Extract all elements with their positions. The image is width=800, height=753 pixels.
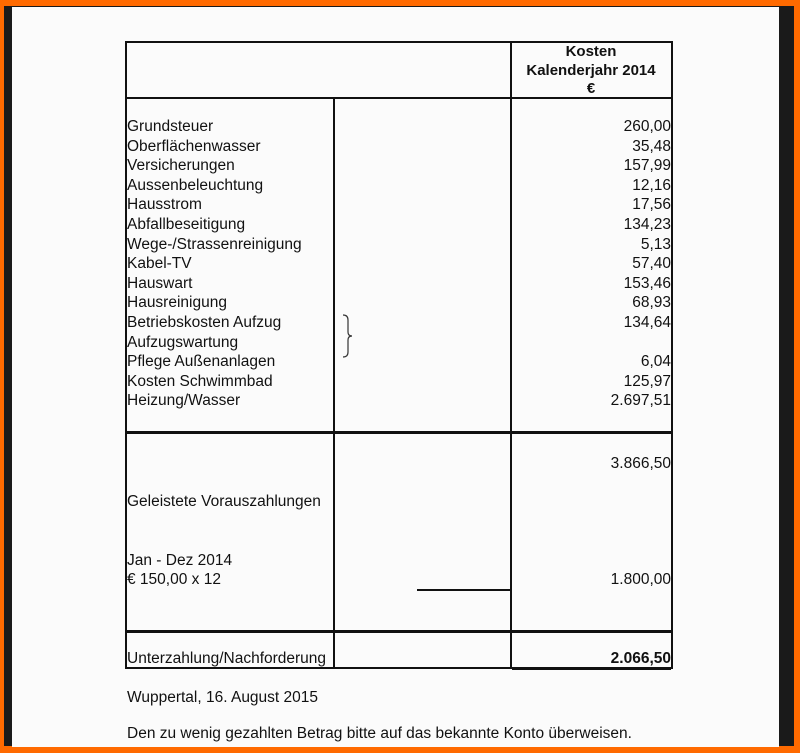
- section-rule-2: [125, 630, 673, 633]
- cost-item-amount: 57,40: [632, 255, 671, 273]
- cost-item-amount: 6,04: [640, 353, 671, 371]
- cost-item-amount: 153,46: [623, 274, 671, 292]
- cost-item-amount: 68,93: [632, 294, 671, 312]
- cost-item-amount: 134,23: [623, 216, 671, 233]
- rate-label: € 150,00 x 12: [127, 571, 221, 588]
- column-header-costs: [511, 43, 671, 99]
- cost-item-label: Abfallbeseitigung: [127, 216, 246, 233]
- header-line-3: €: [586, 80, 596, 97]
- period-label: Jan - Dez 2014: [127, 552, 233, 569]
- cost-item-amount: 5,13: [640, 235, 671, 253]
- cost-item-label: Versicherungen: [127, 157, 235, 175]
- cost-item-label: Kosten Schwimmbad: [127, 372, 273, 390]
- table-border-right: [671, 41, 673, 669]
- cost-item-label: Oberflächenwasser: [127, 137, 261, 155]
- header-line-2: Kalenderjahr 2014: [526, 61, 656, 79]
- cost-item-amount: 12,16: [632, 176, 671, 194]
- cost-item-label: Aussenbeleuchtung: [127, 176, 264, 194]
- cost-item-amount: 125,97: [623, 372, 671, 390]
- cost-item-label: Betriebskosten Aufzug: [127, 314, 282, 331]
- cost-item-amount: 17,56: [632, 196, 671, 214]
- place-date: Wuppertal, 16. August 2015: [127, 689, 319, 706]
- cost-item-label: Grundsteuer: [127, 118, 214, 135]
- header-line-1: Kosten: [565, 43, 617, 60]
- cost-item-label: Wege-/Strassenreinigung: [127, 235, 302, 253]
- prepayments-amount: 1.800,00: [610, 571, 671, 588]
- balance-amount: 2.066,50: [610, 650, 671, 667]
- cost-item-amount: 2.697,51: [610, 392, 671, 410]
- cost-item-amount: 260,00: [623, 118, 671, 135]
- cost-item-label: Kabel-TV: [127, 255, 192, 273]
- brace-icon: [340, 313, 360, 359]
- subtraction-rule: [417, 589, 511, 591]
- section-rule-1: [125, 431, 673, 434]
- total-costs-amount: 3.866,50: [610, 455, 671, 472]
- table-divider-middle: [333, 98, 335, 669]
- cost-item-label: Hausstrom: [127, 196, 202, 214]
- cost-item-label: Aufzugswartung: [127, 333, 239, 351]
- cost-item-label: Hausreinigung: [127, 294, 227, 312]
- prepayments-label: Geleistete Vorauszahlungen: [127, 493, 321, 510]
- payment-note: Den zu wenig gezahlten Betrag bitte auf das bekannte Konto überweisen.: [127, 725, 632, 742]
- cost-item-label: Pflege Außenanlagen: [127, 353, 276, 371]
- cost-item-amount: 157,99: [623, 157, 671, 175]
- cost-item-amount: 134,64: [623, 314, 671, 331]
- cost-item-label: Heizung/Wasser: [127, 392, 241, 410]
- cost-item-label: Hauswart: [127, 274, 193, 292]
- balance-label: Unterzahlung/Nachforderung: [127, 650, 327, 667]
- cost-item-amount: 35,48: [632, 137, 671, 155]
